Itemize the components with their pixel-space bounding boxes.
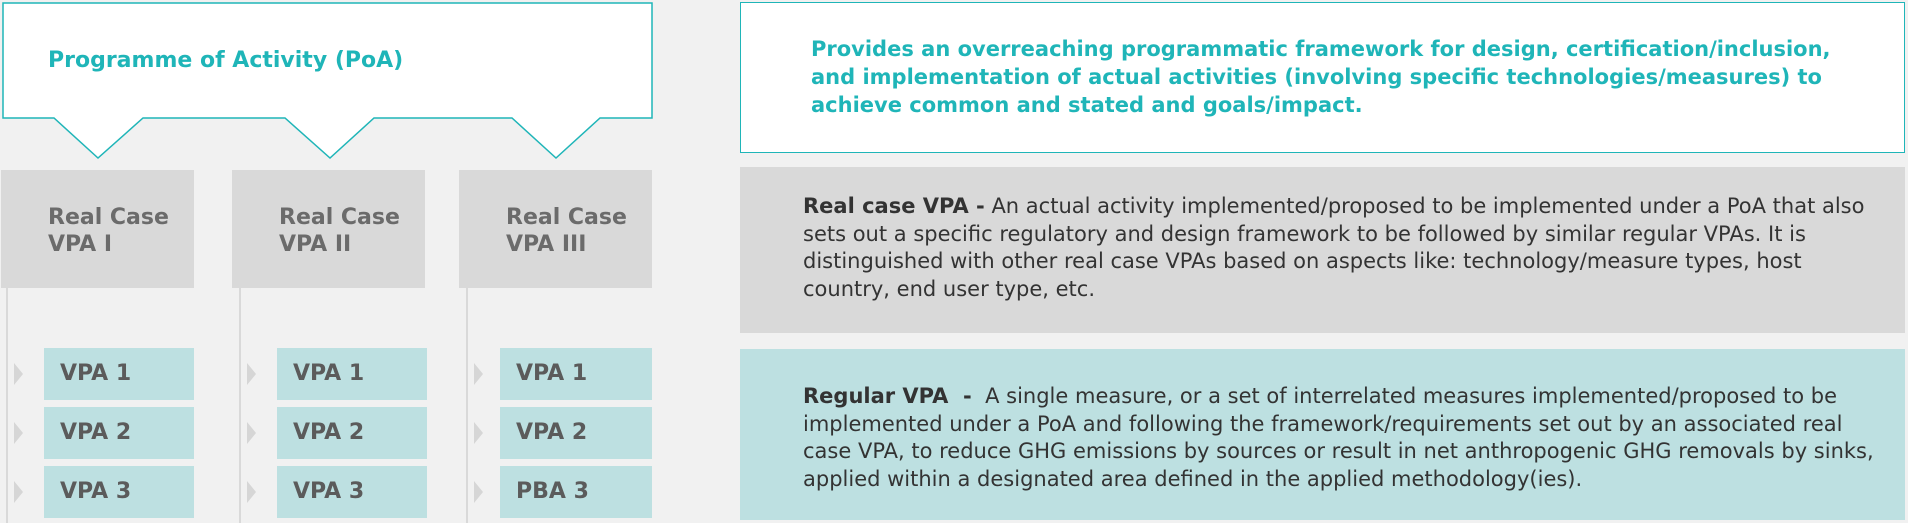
arrow-right-icon: [474, 481, 483, 503]
connector-line: [6, 288, 8, 523]
definition-term: Regular VPA -: [803, 384, 972, 408]
arrow-right-icon: [14, 481, 23, 503]
vpa-box: PBA 3: [500, 466, 652, 518]
vpa-box: VPA 1: [277, 348, 427, 400]
arrow-right-icon: [14, 422, 23, 444]
definition-text: A single measure, or a set of interrelated measures implemented/proposed to be implemented under a PoA and following the framework/requirements set out by an associated real case VPA, to reduce GHG emissions by sources or result in net anthropogenic GHG removals by sinks, applied within a designated area defined in the applied methodology(ies).: [803, 384, 1881, 491]
connector-line: [466, 288, 468, 523]
definition-term: Real case VPA -: [803, 194, 985, 218]
arrow-right-icon: [247, 363, 256, 385]
real-case-vpa-definition: [803, 193, 1883, 303]
arrow-right-icon: [247, 481, 256, 503]
vpa-box: VPA 2: [44, 407, 194, 459]
vpa-box: VPA 3: [44, 466, 194, 518]
real-case-id: VPA III: [506, 232, 587, 257]
poa-callout: [0, 0, 660, 165]
vpa-box: VPA 1: [44, 348, 194, 400]
poa-title: Programme of Activity (PoA): [48, 48, 404, 73]
arrow-right-icon: [14, 363, 23, 385]
real-case-id: VPA II: [279, 232, 352, 257]
vpa-box: VPA 2: [277, 407, 427, 459]
real-case-vpa-definition-box: [740, 167, 1905, 333]
real-case-vpa-i: [1, 170, 194, 288]
connector-line: [239, 288, 241, 523]
regular-vpa-definition: [803, 383, 1883, 493]
real-case-vpa-iii: [459, 170, 652, 288]
regular-vpa-definition-box: [740, 349, 1905, 520]
real-case-label: Real Case: [506, 205, 627, 230]
real-case-label: Real Case: [48, 205, 169, 230]
real-case-label: Real Case: [279, 205, 400, 230]
arrow-right-icon: [474, 363, 483, 385]
vpa-box: VPA 3: [277, 466, 427, 518]
poa-description-box: [740, 2, 1905, 153]
poa-description: Provides an overreaching programmatic framework for design, certification/inclusion, and implementation of actual activities (involving specific technologies/measures) to achieve common and stated and goals/impact.: [811, 37, 1831, 117]
vpa-box: VPA 2: [500, 407, 652, 459]
arrow-right-icon: [247, 422, 256, 444]
definition-text: An actual activity implemented/proposed to be implemented under a PoA that also sets out a specific regulatory and design framework to be followed by similar regular VPAs. It is distinguished with other real case VPAs based on aspects like: technology/measure types, host country, end user type, etc.: [803, 194, 1865, 301]
arrow-right-icon: [474, 422, 483, 444]
real-case-vpa-ii: [232, 170, 425, 288]
real-case-id: VPA I: [48, 232, 113, 257]
vpa-box: VPA 1: [500, 348, 652, 400]
